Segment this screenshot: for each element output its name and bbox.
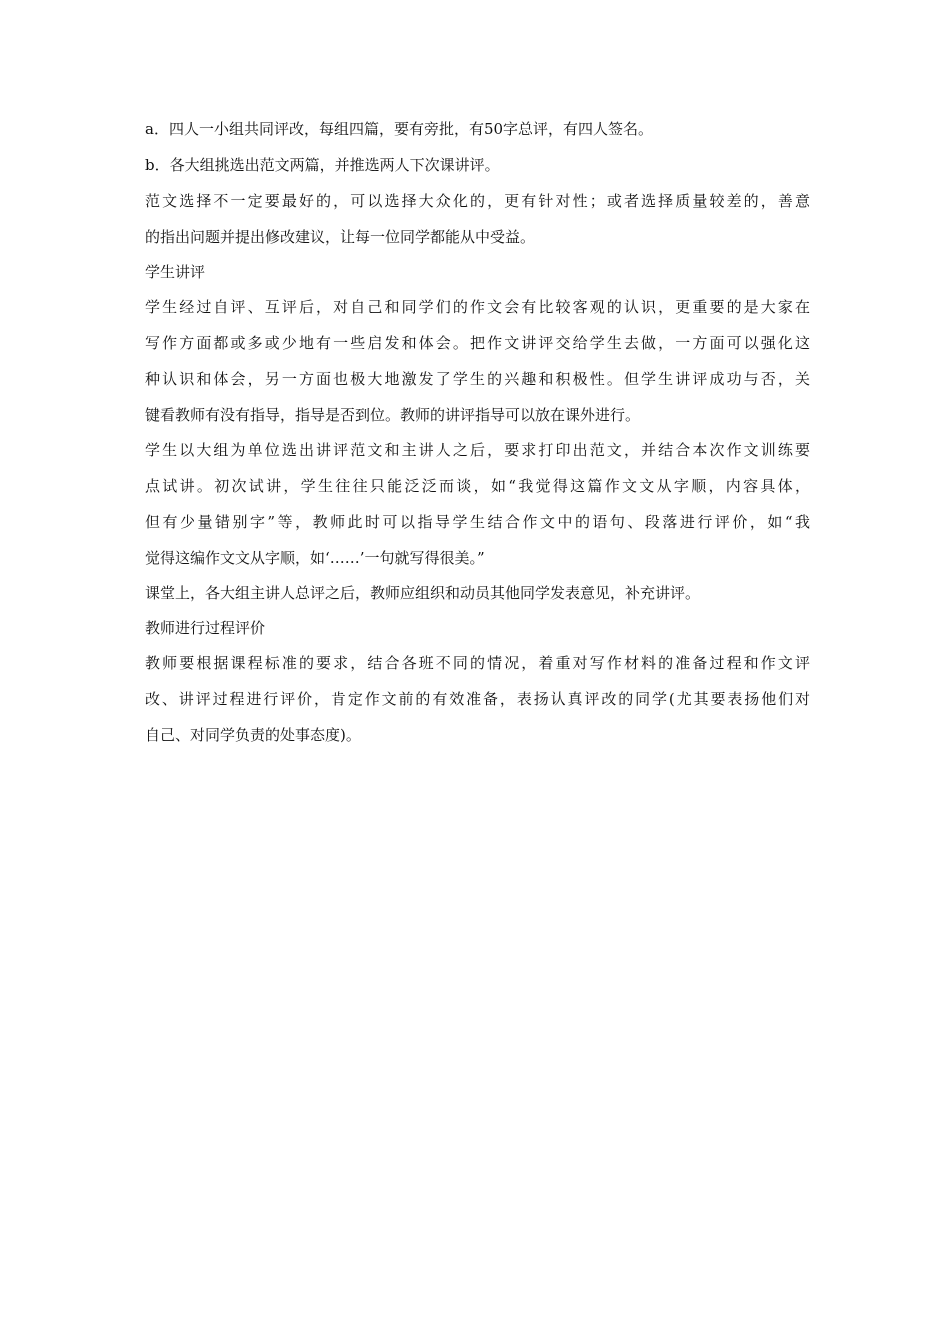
paragraph-line: 但有少量错别字”等，教师此时可以指导学生结合作文中的语句、段落进行评价，如“我 bbox=[145, 513, 810, 531]
paragraph-line: 种认识和体会，另一方面也极大地激发了学生的兴趣和积极性。但学生讲评成功与否，关 bbox=[145, 370, 810, 388]
paragraph-line: 自己、对同学负责的处事态度)。 bbox=[145, 726, 361, 744]
paragraph-line: 教师要根据课程标准的要求，结合各班不同的情况，着重对写作材料的准备过程和作文评 bbox=[145, 654, 810, 672]
paragraph-line: 写作方面都或多或少地有一些启发和体会。把作文讲评交给学生去做，一方面可以强化这 bbox=[145, 334, 810, 352]
paragraph-line: 学生以大组为单位选出讲评范文和主讲人之后，要求打印出范文，并结合本次作文训练要 bbox=[145, 441, 810, 459]
paragraph-line: 觉得这编作文文从字顺，如‘……’一句就写得很美。” bbox=[145, 549, 485, 567]
paragraph-line: 学生经过自评、互评后，对自己和同学们的作文会有比较客观的认识，更重要的是大家在 bbox=[145, 298, 810, 316]
paragraph-line: 课堂上，各大组主讲人总评之后，教师应组织和动员其他同学发表意见，补充讲评。 bbox=[145, 584, 701, 602]
paragraph-line: 键看教师有没有指导，指导是否到位。教师的讲评指导可以放在课外进行。 bbox=[145, 406, 641, 424]
list-item-b: b．各大组挑选出范文两篇，并推选两人下次课讲评。 bbox=[145, 156, 500, 174]
paragraph-line: 范文选择不一定要最好的，可以选择大众化的，更有针对性；或者选择质量较差的，善意 bbox=[145, 192, 810, 210]
paragraph-classroom bbox=[145, 584, 810, 603]
paragraph-line: 的指出问题并提出修改建议，让每一位同学都能从中受益。 bbox=[145, 228, 536, 246]
paragraph-teacher-evaluation bbox=[145, 654, 810, 745]
section-heading-teacher-evaluation: 教师进行过程评价 bbox=[145, 619, 266, 637]
list-item-a: a．四人一小组共同评改，每组四篇，要有旁批，有50字总评，有四人签名。 bbox=[145, 120, 654, 138]
paragraph-line: 改、讲评过程进行评价，肯定作文前的有效准备，表扬认真评改的同学(尤其要表扬他们对 bbox=[145, 690, 810, 708]
paragraph-trial-review bbox=[145, 441, 810, 568]
section-heading-student-review: 学生讲评 bbox=[145, 263, 206, 281]
paragraph-line: 点试讲。初次试讲，学生往往只能泛泛而谈，如“我觉得这篇作文文从字顺，内容具体， bbox=[145, 477, 810, 495]
paragraph-student-review bbox=[145, 298, 810, 425]
document-body bbox=[145, 120, 810, 761]
paragraph-sample-selection bbox=[145, 192, 810, 247]
